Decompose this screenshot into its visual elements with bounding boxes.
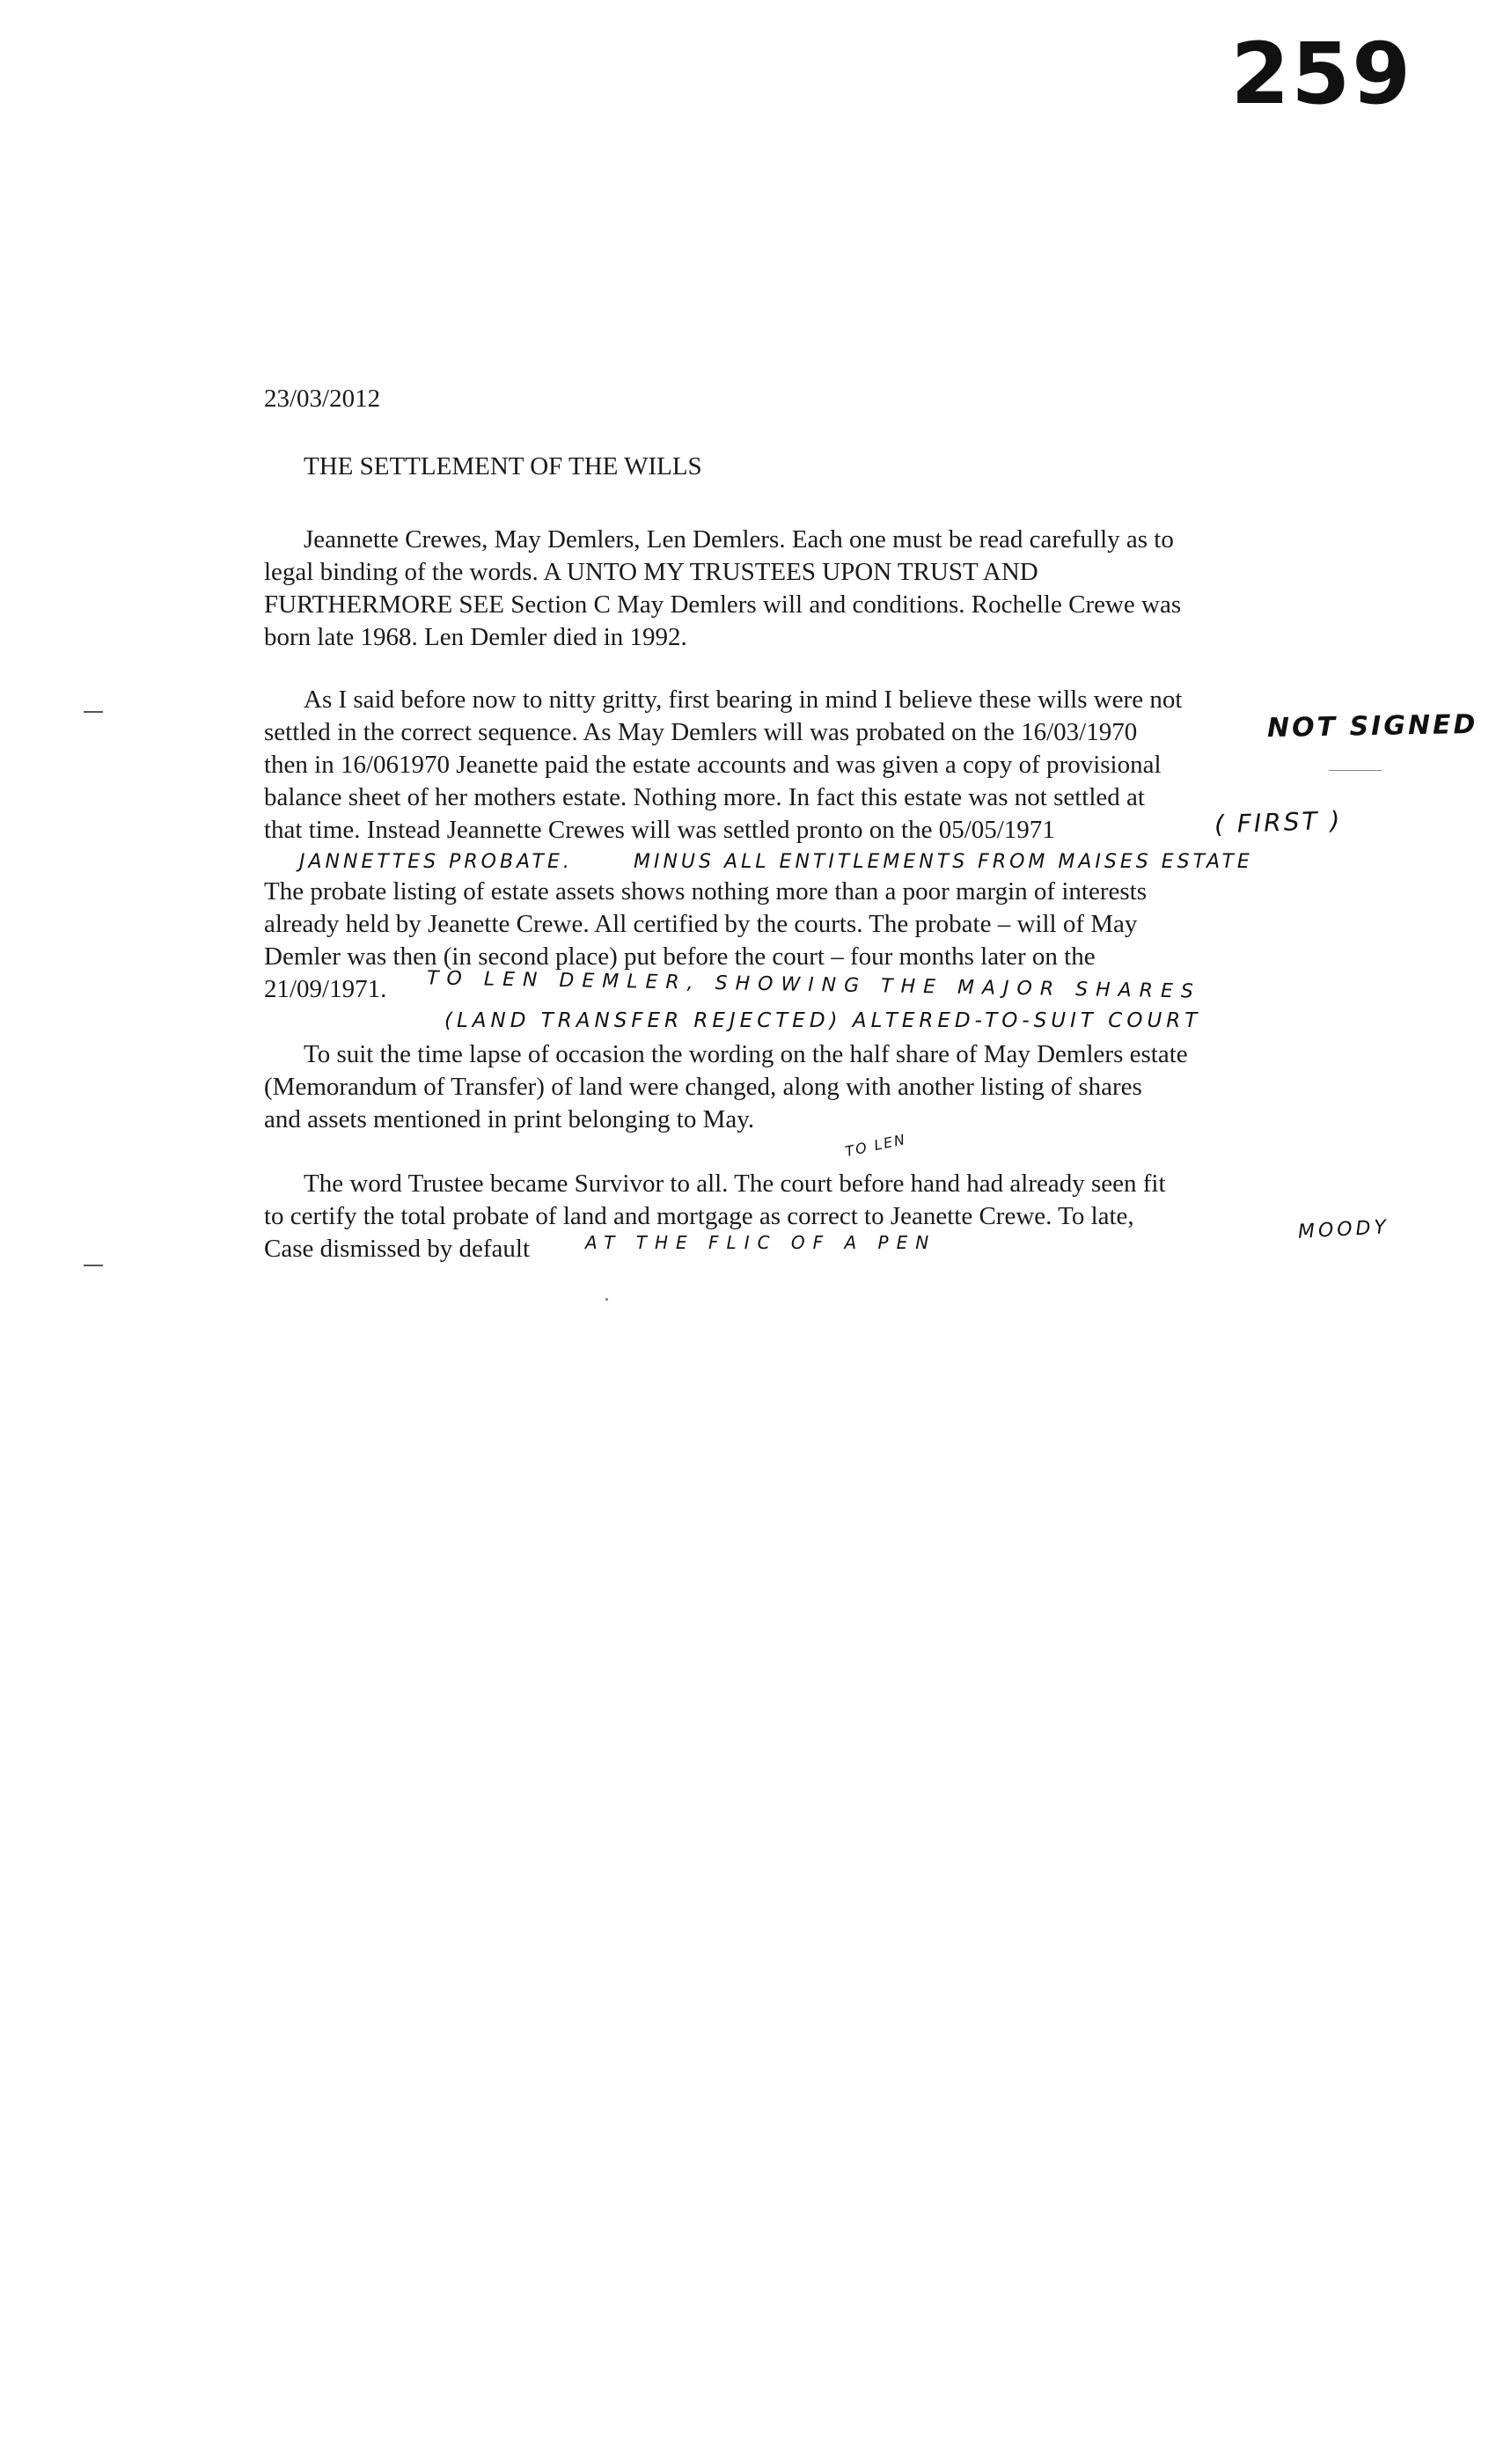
text-line: As I said before now to nitty gritty, first bearing in mind I believe these wills were not — [304, 686, 1183, 714]
handwritten-flic-of-a-pen: AT THE FLIC OF A PEN — [585, 1232, 937, 1253]
text-line: born late 1968. Len Demler died in 1992. — [264, 623, 687, 651]
text-line: then in 16/061970 Jeanette paid the estate accounts and was given a copy of provisional — [264, 751, 1162, 779]
handwritten-to-len-demler: TO LEN DEMLER, SHOWING THE MAJOR SHARES — [426, 967, 1202, 1003]
handwritten-minus-entitlements: MINUS ALL ENTITLEMENTS FROM MAISES ESTATE — [634, 851, 1253, 873]
text-line: Demler was then (in second place) put before the court – four months later on the — [264, 942, 1096, 971]
text-line: to certify the total probate of land and mortgage as correct to Jeanette Crewe. To late, — [264, 1202, 1134, 1230]
document-heading: THE SETTLEMENT OF THE WILLS — [304, 452, 702, 480]
text-line: FURTHERMORE SEE Section C May Demlers will and conditions. Rochelle Crewe was — [264, 590, 1182, 619]
text-line: Case dismissed by default — [264, 1235, 531, 1263]
text-line: The word Trustee became Survivor to all. The court before hand had already seen fit — [304, 1170, 1166, 1198]
text-line: that time. Instead Jeannette Crewes will was settled pronto on the 05/05/1971 — [264, 816, 1055, 844]
text-line: settled in the correct sequence. As May Demlers will was probated on the 16/03/1970 — [264, 718, 1138, 746]
handwritten-land-transfer-rejected: (LAND TRANSFER REJECTED) ALTERED-TO-SUIT COURT — [444, 1009, 1202, 1032]
handwritten-first: ( FIRST ) — [1214, 805, 1343, 840]
text-line: legal binding of the words. A UNTO MY TRUSTEES UPON TRUST AND — [264, 558, 1038, 586]
handwritten-not-signed: NOT SIGNED — [1266, 708, 1478, 744]
text-line: balance sheet of her mothers estate. Nothing more. In fact this estate was not settled at — [264, 783, 1145, 811]
text-line: 21/09/1971. — [264, 975, 387, 1003]
text-line: already held by Jeanette Crewe. All certified by the courts. The probate – will of May — [264, 910, 1138, 938]
speck-mark — [605, 1298, 608, 1301]
text-line: The probate listing of estate assets shows nothing more than a poor margin of interests — [264, 877, 1147, 906]
paragraph-2 — [264, 684, 1320, 847]
page-number: 259 — [1230, 25, 1412, 123]
text-line: To suit the time lapse of occasion the wording on the half share of May Demlers estate — [304, 1040, 1188, 1068]
handwritten-jannettes-probate: JANNETTES PROBATE. — [299, 851, 573, 873]
text-line: (Memorandum of Transfer) of land were changed, along with another listing of shares — [264, 1073, 1142, 1101]
margin-mark — [84, 1265, 103, 1266]
handwritten-moody: MOODY — [1297, 1216, 1390, 1243]
paragraph-1 — [264, 524, 1320, 654]
handwritten-to-len: TO LEN — [843, 1130, 908, 1161]
paragraph-4 — [264, 1038, 1320, 1136]
margin-mark — [84, 711, 103, 713]
margin-mark — [1329, 770, 1382, 771]
text-line: Jeannette Crewes, May Demlers, Len Demlers. Each one must be read carefully as to — [304, 525, 1174, 554]
document-date: 23/03/2012 — [264, 385, 381, 413]
text-line: and assets mentioned in print belonging to May. — [264, 1105, 755, 1133]
